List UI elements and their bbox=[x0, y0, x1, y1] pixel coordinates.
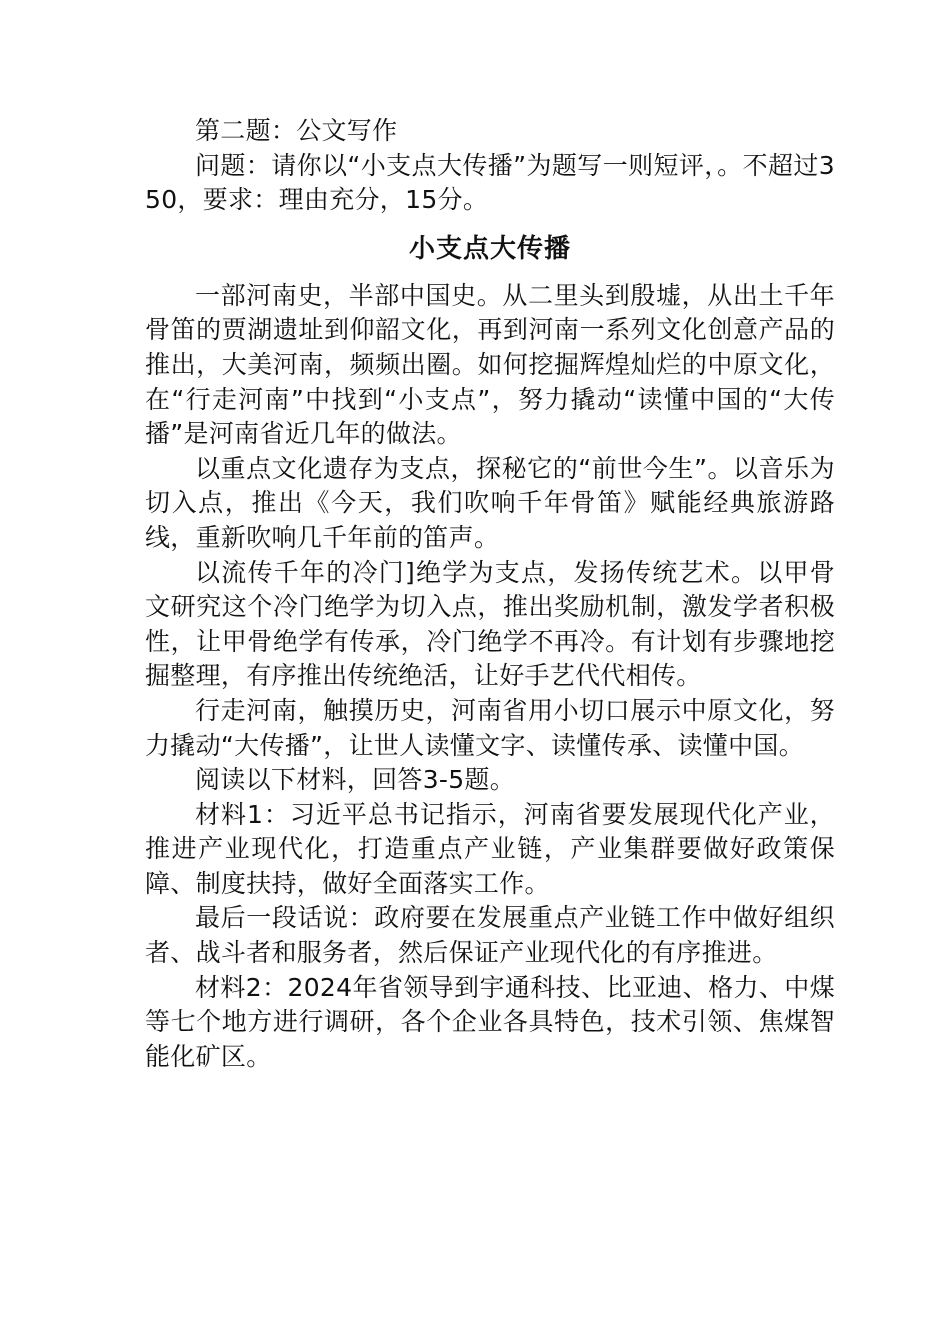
reading-instruction: 阅读以下材料，回答3-5题。 bbox=[195, 765, 516, 795]
material-2: 材料2：2024年省领导到宇通科技、比亚迪、格力、中煤等七个地方进行调研，各个企业各具特色，技术引领、焦煤智能化矿区。 bbox=[145, 972, 835, 1071]
essay-paragraph-4: 行走河南，触摸历史，河南省用小切口展示中原文化，努力撬动“大传播”，让世人读懂文字、读懂传承、读懂中国。 bbox=[145, 695, 835, 760]
essay-title: 小支点大传播 bbox=[408, 233, 571, 264]
essay-paragraph-1: 一部河南史，半部中国史。从二里头到殷墟，从出土千年骨笛的贾湖遗址到仰韶文化，再到河南一系列文化创意产品的推出，大美河南，频频出圈。如何挖掘辉煌灿烂的中原文化，在“行走河南”中找到“小支点”，努力撬动“读懂中国的“大传播”是河南省近几年的做法。 bbox=[145, 280, 835, 449]
question-heading: 第二题：公文写作 bbox=[195, 116, 398, 145]
document-body bbox=[145, 114, 835, 1074]
question-text: 问题：请你以“小支点大传播”为题写一则短评，。不超过350，要求：理由充分，15分。 bbox=[145, 150, 835, 215]
material-1: 材料1：习近平总书记指示，河南省要发展现代化产业，推进产业现代化，打造重点产业链，产业集群要做好政策保障、制度扶持，做好全面落实工作。 bbox=[145, 799, 835, 898]
essay-paragraph-2: 以重点文化遗存为支点，探秘它的“前世今生”。以音乐为切入点，推出《今天，我们吹响千年骨笛》赋能经典旅游路线，重新吹响几千年前的笛声。 bbox=[145, 453, 835, 552]
material-1-last-paragraph: 最后一段话说：政府要在发展重点产业链工作中做好组织者、战斗者和服务者，然后保证产业现代化的有序推进。 bbox=[145, 903, 835, 968]
essay-paragraph-3: 以流传千年的冷门]绝学为支点，发扬传统艺术。以甲骨文研究这个冷门绝学为切入点，推出奖励机制，激发学者积极性，让甲骨绝学有传承，冷门绝学不再冷。有计划有步骤地挖掘整理，有序推出传统绝活，让好手艺代代相传。 bbox=[145, 557, 835, 691]
